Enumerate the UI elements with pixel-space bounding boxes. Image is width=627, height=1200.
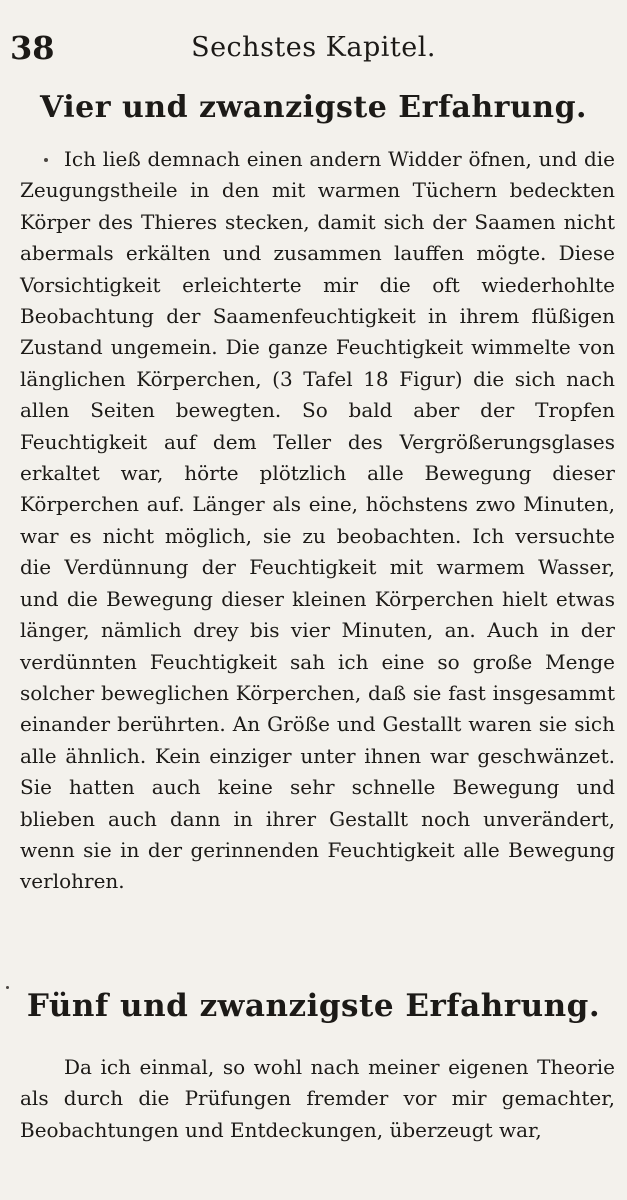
paper-speck: [6, 986, 9, 989]
paper-speck: [44, 158, 48, 162]
section-body-24: Ich ließ demnach einen andern Widder öfnen, und die Zeugungstheile in den mit warmen Tüchern bedeckten Körper des Thieres stecken, damit sich der Saamen nicht abermals erkälten und zusammen lauffen mögte. Diese Vorsichtigkeit erleichterte mir die oft wiederhohlte Beobachtung der Saamenfeuchtigkeit in ihrem flüßigen Zustand ungemein. Die ganze Feuchtigkeit wimmelte von länglichen Körperchen, (3 Tafel 18 Figur) die sich nach allen Seiten bewegten. So bald aber der Tropfen Feuchtigkeit auf dem Teller des Vergrößerungsglases erkaltet war, hörte plötzlich alle Bewegung dieser Körperchen auf. Länger als eine, höchstens zwo Minuten, war es nicht möglich, sie zu beobachten. Ich versuchte die Verdünnung der Feuchtigkeit mit warmem Wasser, und die Bewegung dieser kleinen Körperchen hielt etwas länger, nämlich drey bis vier Minuten, an. Auch in der verdünnten Feuchtigkeit sah ich eine so große Menge solcher beweglichen Körperchen, daß sie fast insgesammt einander berührten. An Größe und Gestallt waren sie sich alle ähnlich. Kein einziger unter ihnen war geschwänzet. Sie hatten auch keine sehr schnelle Bewegung und blieben auch dann in ihrer Gestallt noch unverändert, wenn sie in der gerinnenden Feuchtigkeit alle Bewegung verlohren.: [20, 147, 615, 894]
chapter-title: Sechstes Kapitel.: [191, 32, 436, 63]
section-heading-24: Vier und zwanzigste Erfahrung.: [39, 90, 587, 125]
page-number: 38: [10, 29, 55, 67]
section-heading-25: Fünf und zwanzigste Erfahrung.: [26, 988, 601, 1024]
running-head: [0, 24, 627, 72]
section-body-25: Da ich einmal, so wohl nach meiner eigenen Theorie als durch die Prüfungen fremder vor mir gemachter, Beobachtungen und Entdeckungen, überzeugt war,: [20, 1055, 615, 1142]
